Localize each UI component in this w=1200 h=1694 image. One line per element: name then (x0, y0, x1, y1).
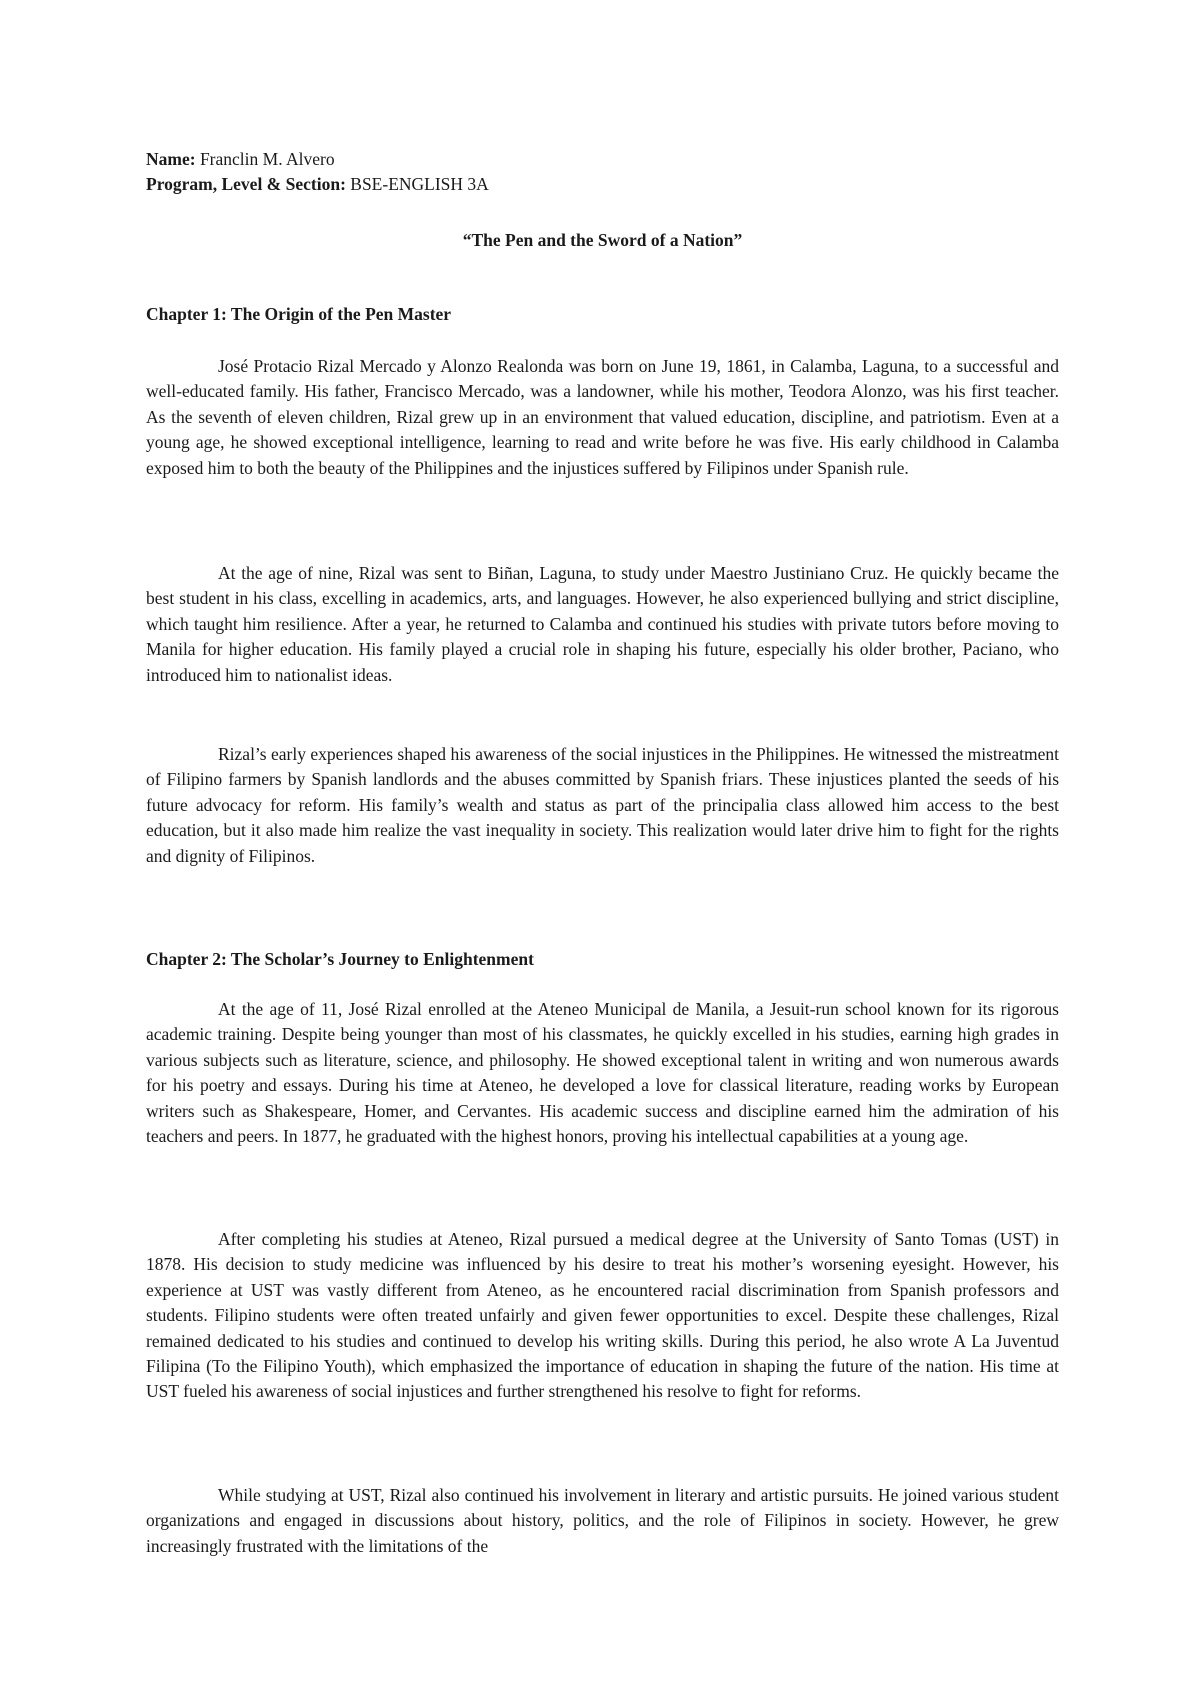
name-value: Franclin M. Alvero (199, 149, 335, 169)
chapter-2-paragraph-2: After completing his studies at Ateneo, Rizal pursued a medical degree at the University of Santo Tomas (UST) in 1878. His decision to study medicine was influenced by his desire to treat his mother’s worsening eyesight. However, his experience at UST was vastly different from Ateneo, as he encountered racial discrimination from Spanish professors and students. Filipino students were often treated unfairly and given fewer opportunities to excel. Despite these challenges, Rizal remained dedicated to his studies and continued to develop his writing skills. During this period, he also wrote A La Juventud Filipina (To the Filipino Youth), which emphasized the importance of education in shaping the future of the nation. His time at UST fueled his awareness of social injustices and further strengthened his resolve to fight for reforms. (146, 1229, 1059, 1402)
student-name-line (146, 147, 335, 172)
chapter-2-paragraph-1: At the age of 11, José Rizal enrolled at the Ateneo Municipal de Manila, a Jesuit-run school known for its rigorous academic training. Despite being younger than most of his classmates, he quickly excelled in his studies, earning high grades in various subjects such as literature, science, and philosophy. He showed exceptional talent in writing and won numerous awards for his poetry and essays. During his time at Ateneo, he developed a love for classical literature, reading works by European writers such as Shakespeare, Homer, and Cervantes. His academic success and discipline earned him the admiration of his teachers and peers. In 1877, he graduated with the highest honors, proving his intellectual capabilities at a young age. (146, 999, 1059, 1147)
program-value: BSE-ENGLISH 3A (350, 174, 489, 194)
chapter-1-paragraph-1: José Protacio Rizal Mercado y Alonzo Realonda was born on June 19, 1861, in Calamba, Laguna, to a successful and well-educated family. His father, Francisco Mercado, was a landowner, while his mother, Teodora Alonzo, was his first teacher. As the seventh of eleven children, Rizal grew up in an environment that valued education, discipline, and patriotism. Even at a young age, he showed exceptional intelligence, learning to read and write before he was five. His early childhood in Calamba exposed him to both the beauty of the Philippines and the injustices suffered by Filipinos under Spanish rule. (146, 356, 1059, 478)
chapter-2-title: Chapter 2: The Scholar’s Journey to Enlightenment (146, 949, 534, 969)
document-title: “The Pen and the Sword of a Nation” (462, 230, 743, 250)
chapter-1-paragraph-2: At the age of nine, Rizal was sent to Biñan, Laguna, to study under Maestro Justiniano Cruz. He quickly became the best student in his class, excelling in academics, arts, and languages. However, he also experienced bullying and strict discipline, which taught him resilience. After a year, he returned to Calamba and continued his studies with private tutors before moving to Manila for higher education. His family played a crucial role in shaping his future, especially his older brother, Paciano, who introduced him to nationalist ideas. (146, 563, 1059, 685)
chapter-1-paragraph-3: Rizal’s early experiences shaped his awareness of the social injustices in the Philippines. He witnessed the mistreatment of Filipino farmers by Spanish landlords and the abuses committed by Spanish friars. These injustices planted the seeds of his future advocacy for reform. His family’s wealth and status as part of the principalia class allowed him access to the best education, but it also made him realize the vast inequality in society. This realization would later drive him to fight for the rights and dignity of Filipinos. (146, 744, 1059, 866)
name-label: Name: (146, 149, 196, 169)
chapter-1-title: Chapter 1: The Origin of the Pen Master (146, 304, 452, 324)
program-line (146, 172, 489, 197)
chapter-2-paragraph-3: While studying at UST, Rizal also continued his involvement in literary and artistic pursuits. He joined various student organizations and engaged in discussions about history, politics, and the role of Filipinos in society. However, he grew increasingly frustrated with the limitations of the (146, 1485, 1059, 1556)
program-label: Program, Level & Section: (146, 174, 346, 194)
